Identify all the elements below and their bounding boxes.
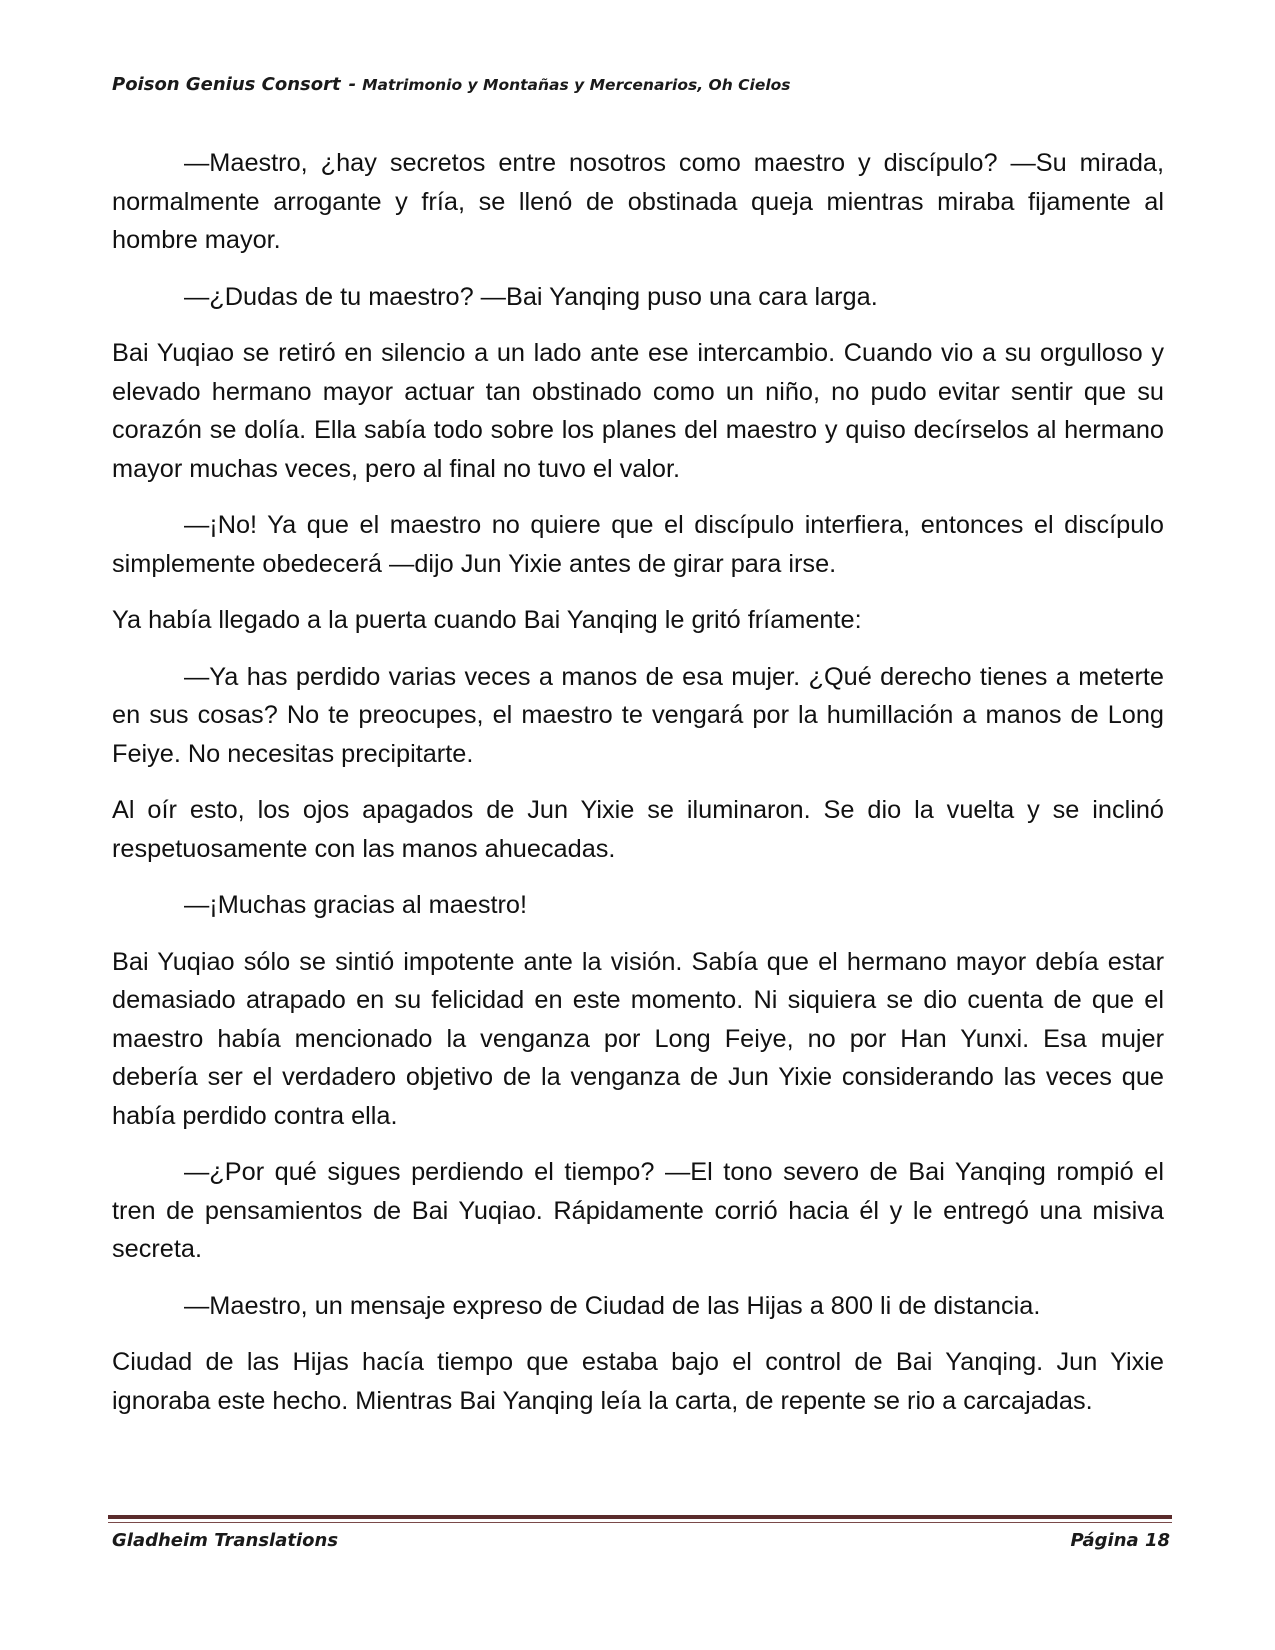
paragraph: Al oír esto, los ojos apagados de Jun Yixie se iluminaron. Se dio la vuelta y se inclinó respetuosamente con las manos ahuecadas. — [112, 796, 1164, 863]
page-body — [112, 144, 1164, 1438]
paragraph: —¿Dudas de tu maestro? —Bai Yanqing puso una cara larga. — [184, 282, 878, 311]
paragraph: Bai Yuqiao se retiró en silencio a un lado ante ese intercambio. Cuando vio a su orgulloso y elevado hermano mayor actuar tan obstinado como un niño, no pudo evitar sentir que su corazón se dolía. Ella sabía todo sobre los planes del maestro y quiso decírselos al hermano mayor muchas veces, pero al final no tuvo el valor. — [112, 339, 1164, 483]
paragraph: —¡Muchas gracias al maestro! — [184, 891, 528, 919]
paragraph: —Maestro, un mensaje expreso de Ciudad de las Hijas a 800 li de distancia. — [184, 1291, 1041, 1320]
paragraph: —¡No! Ya que el maestro no quiere que el discípulo interfiera, entonces el discípulo simplemente obedecerá —dijo Jun Yixie antes de girar para irse. — [112, 511, 1164, 578]
paragraph: —¿Por qué sigues perdiendo el tiempo? —El tono severo de Bai Yanqing rompió el tren de pensamientos de Bai Yuqiao. Rápidamente corrió hacia él y le entregó una misiva secreta. — [112, 1158, 1164, 1263]
header-separator: - — [348, 74, 357, 95]
paragraph: Ya había llegado a la puerta cuando Bai Yanqing le gritó fríamente: — [112, 606, 862, 634]
paragraph: —Maestro, ¿hay secretos entre nosotros como maestro y discípulo? —Su mirada, normalmente arrogante y fría, se llenó de obstinada queja mientras miraba fijamente al hombre mayor. — [112, 149, 1164, 254]
page-number: Página 18 — [1070, 1530, 1170, 1551]
page-header — [112, 74, 1172, 95]
page-footer — [112, 1530, 1170, 1551]
translator-credit: Gladheim Translations — [112, 1530, 339, 1551]
footer-divider-thin — [108, 1522, 1172, 1523]
chapter-subtitle: Matrimonio y Montañas y Mercenarios, Oh Cielos — [362, 76, 791, 94]
paragraph: —Ya has perdido varias veces a manos de esa mujer. ¿Qué derecho tienes a meterte en sus cosas? No te preocupes, el maestro te vengará por la humillación a manos de Long Feiye. No necesitas precipitarte. — [112, 662, 1164, 768]
footer-divider — [108, 1515, 1172, 1519]
paragraph: Ciudad de las Hijas hacía tiempo que estaba bajo el control de Bai Yanqing. Jun Yixie ignoraba este hecho. Mientras Bai Yanqing leía la carta, de repente se rio a carcajadas. — [112, 1348, 1164, 1415]
paragraph: Bai Yuqiao sólo se sintió impotente ante la visión. Sabía que el hermano mayor debía estar demasiado atrapado en su felicidad en este momento. Ni siquiera se dio cuenta de que el maestro había mencionado la venganza por Long Feiye, no por Han Yunxi. Esa mujer debería ser el verdadero objetivo de la venganza de Jun Yixie considerando las veces que había perdido contra ella. — [112, 947, 1164, 1130]
book-title: Poison Genius Consort — [112, 74, 341, 95]
